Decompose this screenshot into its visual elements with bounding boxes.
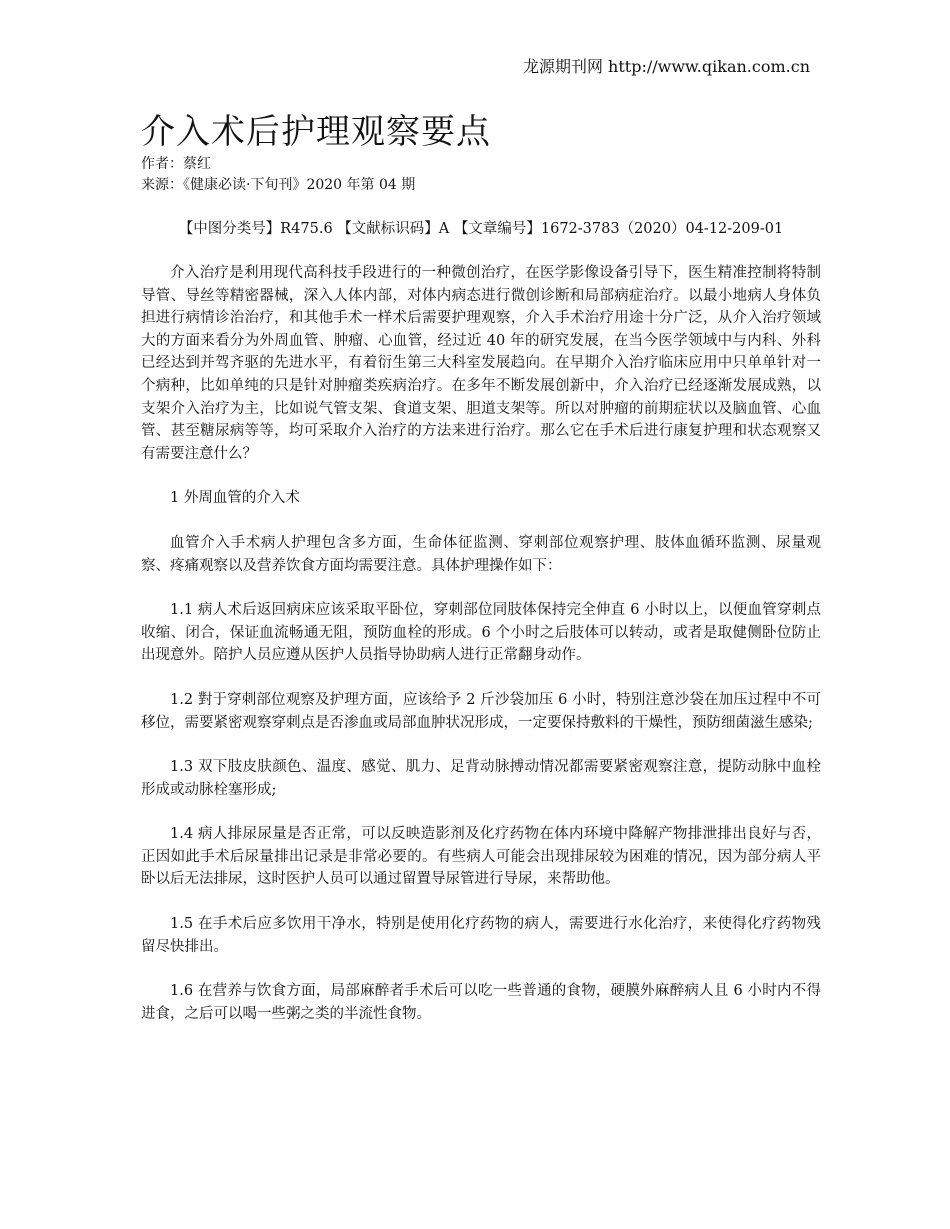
body-paragraph: 1.5 在手术后应多饮用干净水，特别是使用化疗药物的病人，需要进行水化治疗，来使得化疗药物残留尽快排出。	[141, 916, 821, 955]
body-paragraph: 1.2 對于穿刺部位观察及护理方面，应该给予 2 斤沙袋加压 6 小时，特别注意沙袋在加压过程中不可移位，需要紧密观察穿刺点是否渗血或局部血肿状况形成，一定要保持敷料的干燥性，预防细菌滋生感染;	[141, 691, 821, 731]
article-title: 介入术后护理观察要点	[141, 112, 491, 152]
body-paragraph: 1.6 在营养与饮食方面，局部麻醉者手术后可以吃一些普通的食物，硬膜外麻醉病人且 6 小时内不得进食，之后可以喝一些粥之类的半流性食物。	[141, 983, 821, 1022]
classification-codes: 【中图分类号】R475.6 【文献标识码】A 【文章编号】1672-3783（2020）04-12-209-01	[178, 221, 784, 237]
author-line: 作者：蔡红	[141, 156, 211, 172]
article	[141, 110, 821, 1025]
intro-paragraph: 介入治疗是利用现代高科技手段进行的一种微创治疗，在医学影像设备引导下，医生精准控制将特制导管、导丝等精密器械，深入人体内部，对体内病态进行微创诊断和局部病症治疗。以最小地病人身体负担进行病情诊治治疗，和其他手术一样术后需要护理观察，介入手术治疗用途十分广泛，从介入治疗领域大的方面来看分为外周血管、肿瘤、心血管，经过近 40 年的研究发展，在当今医学领域中与内科、外科已经达到并驾齐驱的先进水平，有着衍生第三大科室发展趋向。在早期介入治疗临床应用中只单单针对一个病种，比如单纯的只是针对肿瘤类疾病治疗。在多年不断发展创新中，介入治疗已经逐渐发展成熟，以支架介入治疗为主，比如说气管支架、食道支架、胆道支架等。所以对肿瘤的前期症状以及脑血管、心血管、甚至糖尿病等等，均可采取介入治疗的方法来进行治疗。那么它在手术后进行康复护理和状态观察又有需要注意什么？	[141, 265, 821, 462]
body-paragraph: 1.3 双下肢皮肤颜色、温度、感觉、肌力、足背动脉搏动情况都需要紧密观察注意，提防动脉中血栓形成或动脉栓塞形成;	[141, 759, 821, 798]
body-paragraph: 1.4 病人排尿尿量是否正常，可以反映造影剂及化疗药物在体内环境中降解产物排泄排出良好与否，正因如此手术后尿量排出记录是非常必要的。有些病人可能会出现排尿较为困难的情况，因为部分病人平卧以后无法排尿，这时医护人员可以通过留置导尿管进行导尿，来帮助他。	[141, 826, 821, 888]
body-paragraph: 血管介入手术病人护理包含多方面，生命体征监测、穿刺部位观察护理、肢体血循环监测、尿量观察、疼痛观察以及营养饮食方面均需要注意。具体护理操作如下：	[141, 534, 821, 574]
body-paragraph: 1.1 病人术后返回病床应该采取平卧位，穿刺部位同肢体保持完全伸直 6 小时以上，以便血管穿刺点收缩、闭合，保证血流畅通无阻，预防血栓的形成。6 个小时之后肢体可以转动，或者是取健侧卧位防止出现意外。陪护人员应遵从医护人员指导协助病人进行正常翻身动作。	[141, 602, 821, 664]
source-line: 来源：《健康必读·下旬刊》2020 年第 04 期	[141, 177, 416, 193]
section-heading: 1 外周血管的介入术	[170, 490, 300, 507]
journal-site-header: 龙源期刊网 http://www.qikan.com.cn	[522, 57, 810, 76]
